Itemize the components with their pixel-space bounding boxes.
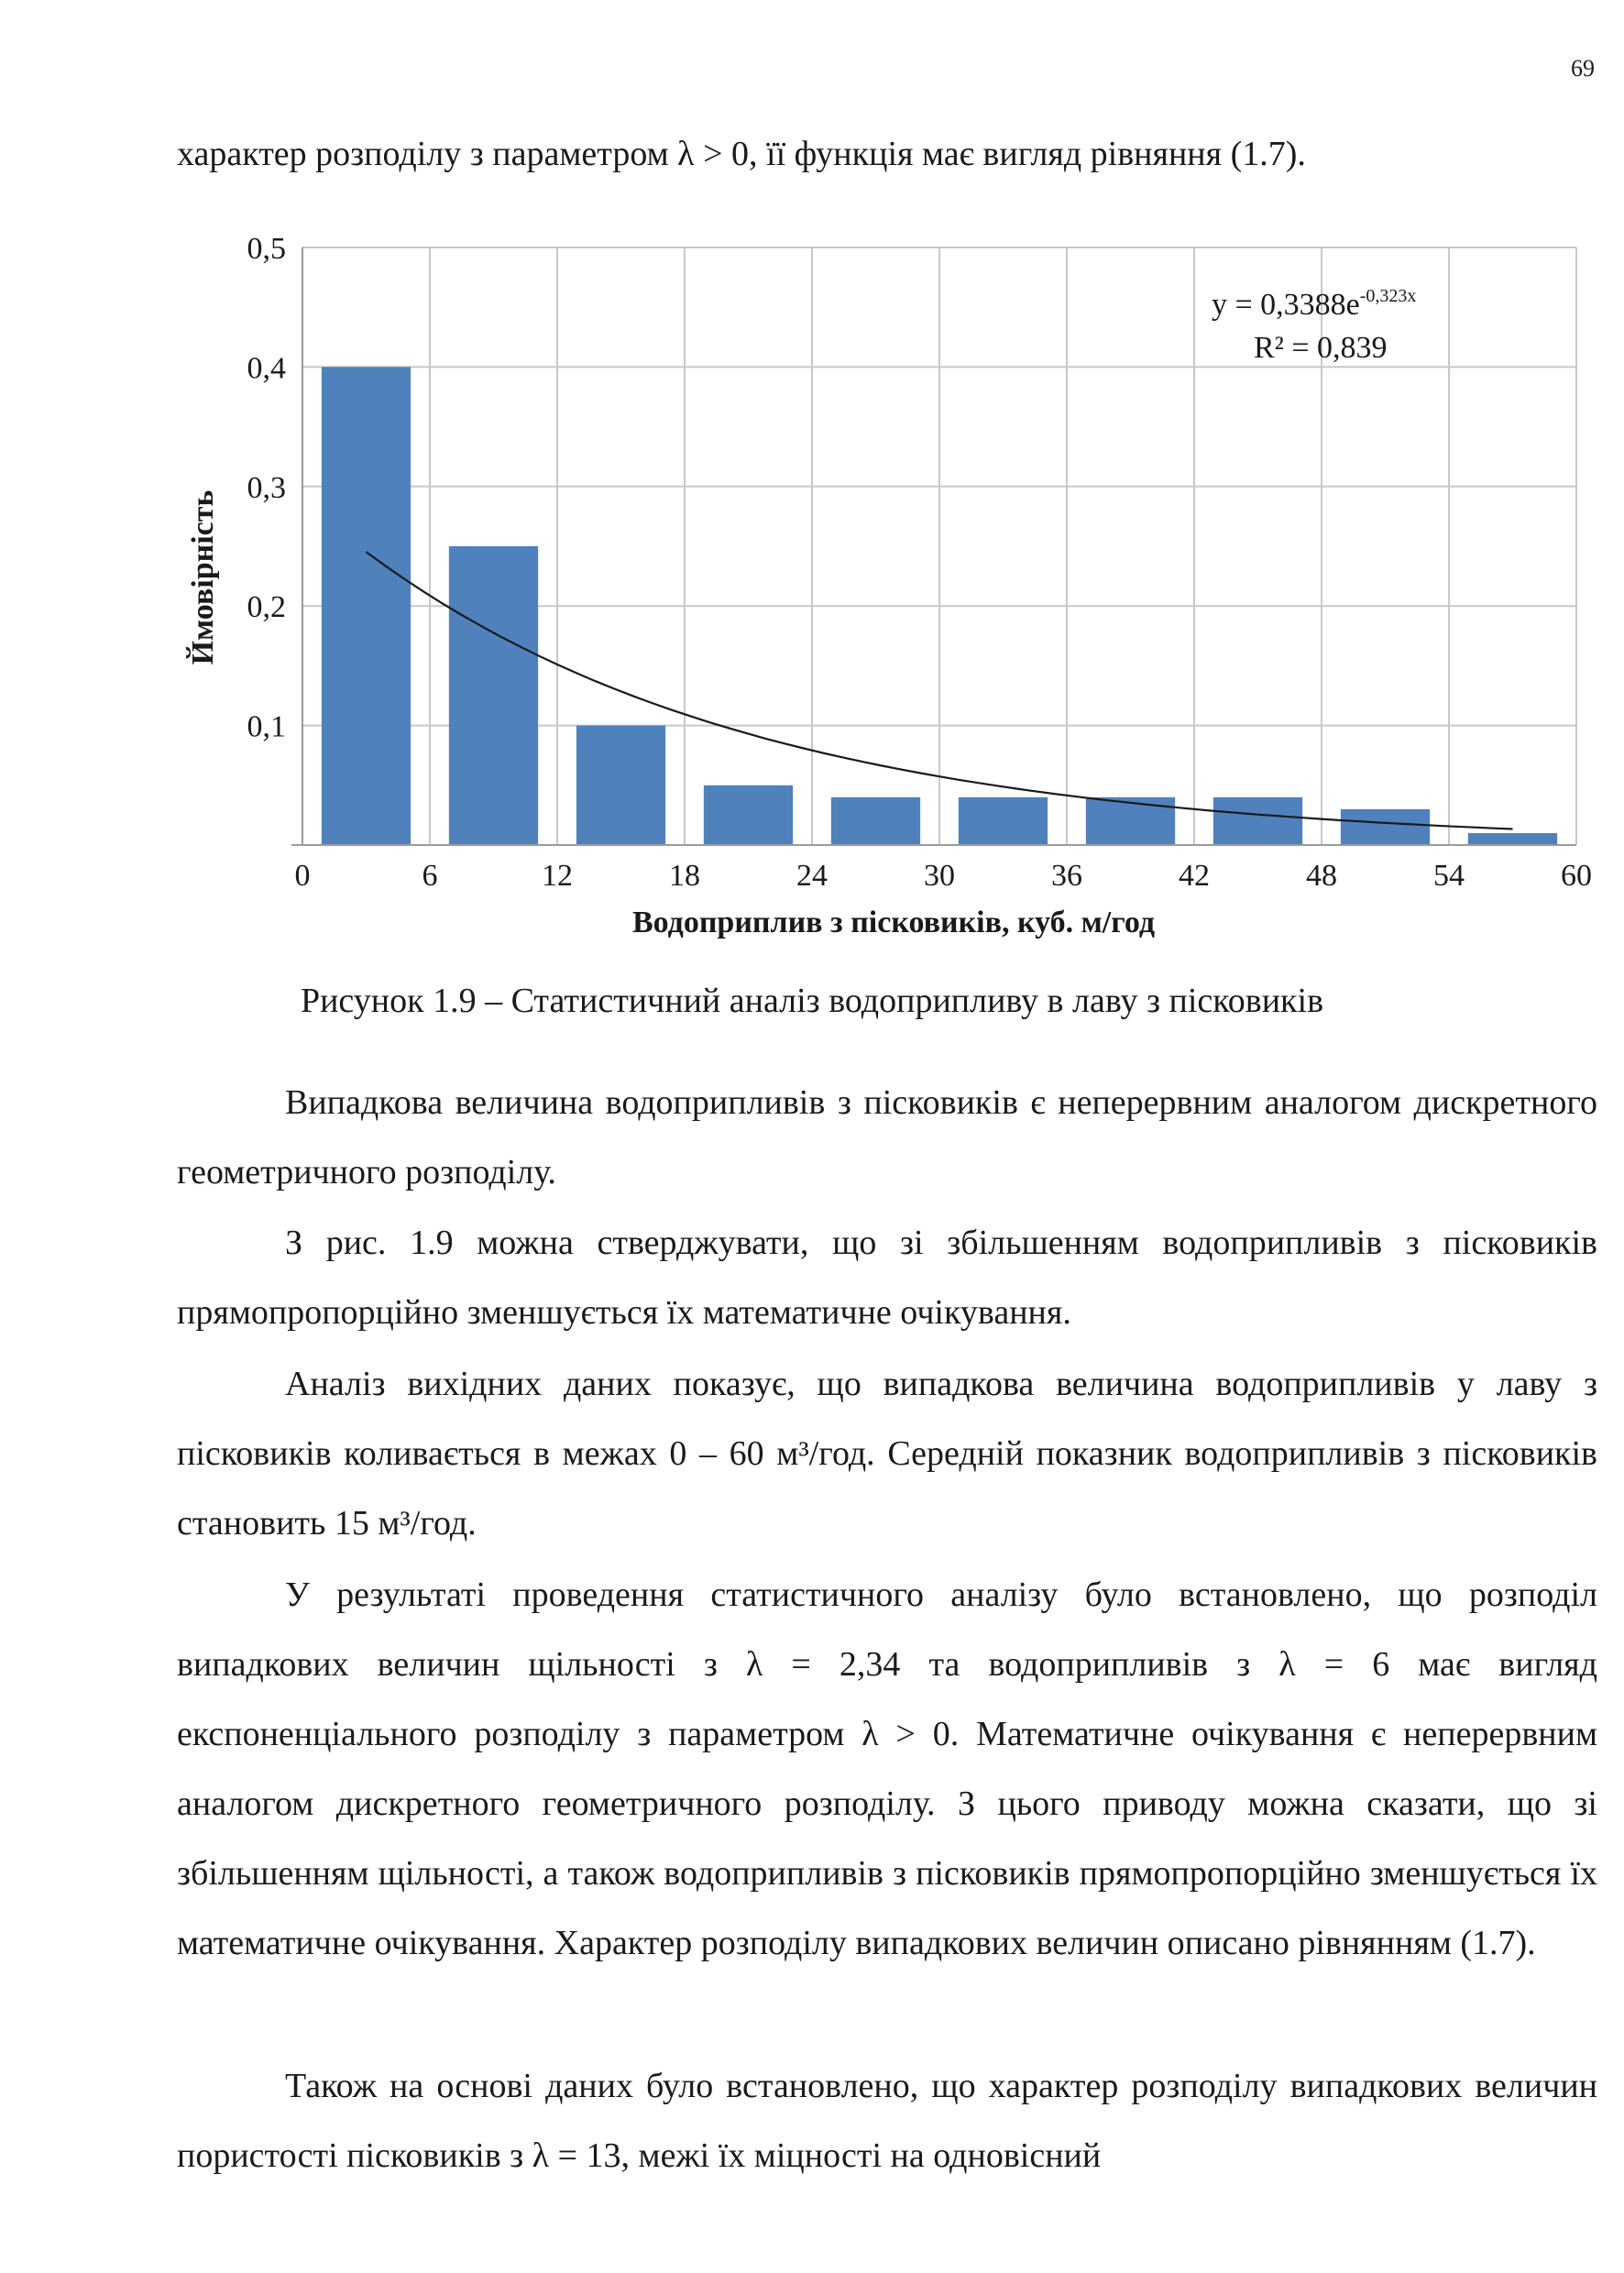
trend-equation-exponent: -0,323x [1359, 286, 1417, 306]
x-tick-label: 54 [1433, 859, 1465, 893]
chart-bar [1086, 797, 1175, 845]
y-tick-label: 0,3 [247, 470, 286, 505]
x-axis-label: Водоприплив з пісковиків, куб. м/год [631, 906, 1156, 939]
y-axis-label: Ймовірність [186, 489, 220, 665]
paragraph-3: Аналіз вихідних даних показує, що випадкова величина водоприпливів у лаву з пісковиків коливається в межах 0 – 60 м³/год. Середній показник водоприпливів з пісковиків становить 15 м³/год. [177, 1365, 1597, 1543]
intro-line: характер розподілу з параметром λ > 0, її функція має вигляд рівняння (1.7). [177, 135, 1306, 173]
chart-bar [449, 546, 538, 845]
paragraph-4: У результаті проведення статистичного аналізу було встановлено, що розподіл випадкових величин щільності з λ = 2,34 та водоприпливів з λ = 6 має вигляд експоненціального розподілу з параметром λ > 0. Математичне очікування є неперервним аналогом дискретного геометричного розподілу. З цього приводу можна сказати, що зі збільшенням щільності, а також водоприпливів з пісковиків прямопропорційно зменшується їх математичне очікування. Характер розподілу випадкових величин описано рівнянням (1.7). [177, 1576, 1597, 1962]
chart-bar [1468, 833, 1557, 845]
chart-bar [576, 726, 665, 845]
x-tick-label: 30 [924, 859, 955, 893]
x-tick-label: 0 [294, 859, 311, 893]
y-tick-labels [247, 232, 287, 744]
y-tick-label: 0,4 [247, 351, 286, 386]
paragraph-5: Також на основі даних було встановлено, що характер розподілу випадкових величин пористості пісковиків з λ = 13, межі їх міцності на одновісний [177, 2067, 1597, 2175]
x-tick-label: 42 [1179, 859, 1210, 893]
y-tick-label: 0,2 [247, 590, 286, 625]
x-tick-label: 18 [669, 859, 700, 893]
x-tick-label: 60 [1561, 859, 1592, 893]
x-tick-label: 12 [542, 859, 573, 893]
paragraph-1: Випадкова величина водоприпливів з пісковиків є неперервним аналогом дискретного геометричного розподілу. [177, 1083, 1597, 1191]
trend-equation [1212, 286, 1416, 322]
page-number: 69 [1571, 55, 1595, 82]
chart-bar [704, 785, 793, 845]
x-tick-label: 48 [1306, 859, 1337, 893]
figure-chart [165, 220, 1595, 953]
x-tick-label: 36 [1051, 859, 1082, 893]
chart-bar [1213, 797, 1302, 845]
x-tick-label: 24 [796, 859, 828, 893]
chart-bar [1341, 809, 1430, 845]
figure-caption: Рисунок 1.9 – Статистичний аналіз водоприпливу в лаву з пісковиків [300, 982, 1324, 1020]
trend-r-squared: R² = 0,839 [1254, 331, 1388, 365]
trend-equation-base: y = 0,3388e [1212, 288, 1360, 322]
x-tick-label: 6 [422, 859, 438, 893]
chart-bar [831, 797, 920, 845]
paragraph-2: З рис. 1.9 можна стверджувати, що зі збільшенням водоприпливів з пісковиків прямопропорційно зменшується їх математичне очікування. [177, 1224, 1597, 1332]
chart-bar [959, 797, 1048, 845]
x-tick-labels [295, 859, 1593, 893]
chart-bar [322, 367, 411, 845]
y-tick-label: 0,1 [247, 709, 286, 744]
y-tick-label: 0,5 [247, 232, 286, 266]
